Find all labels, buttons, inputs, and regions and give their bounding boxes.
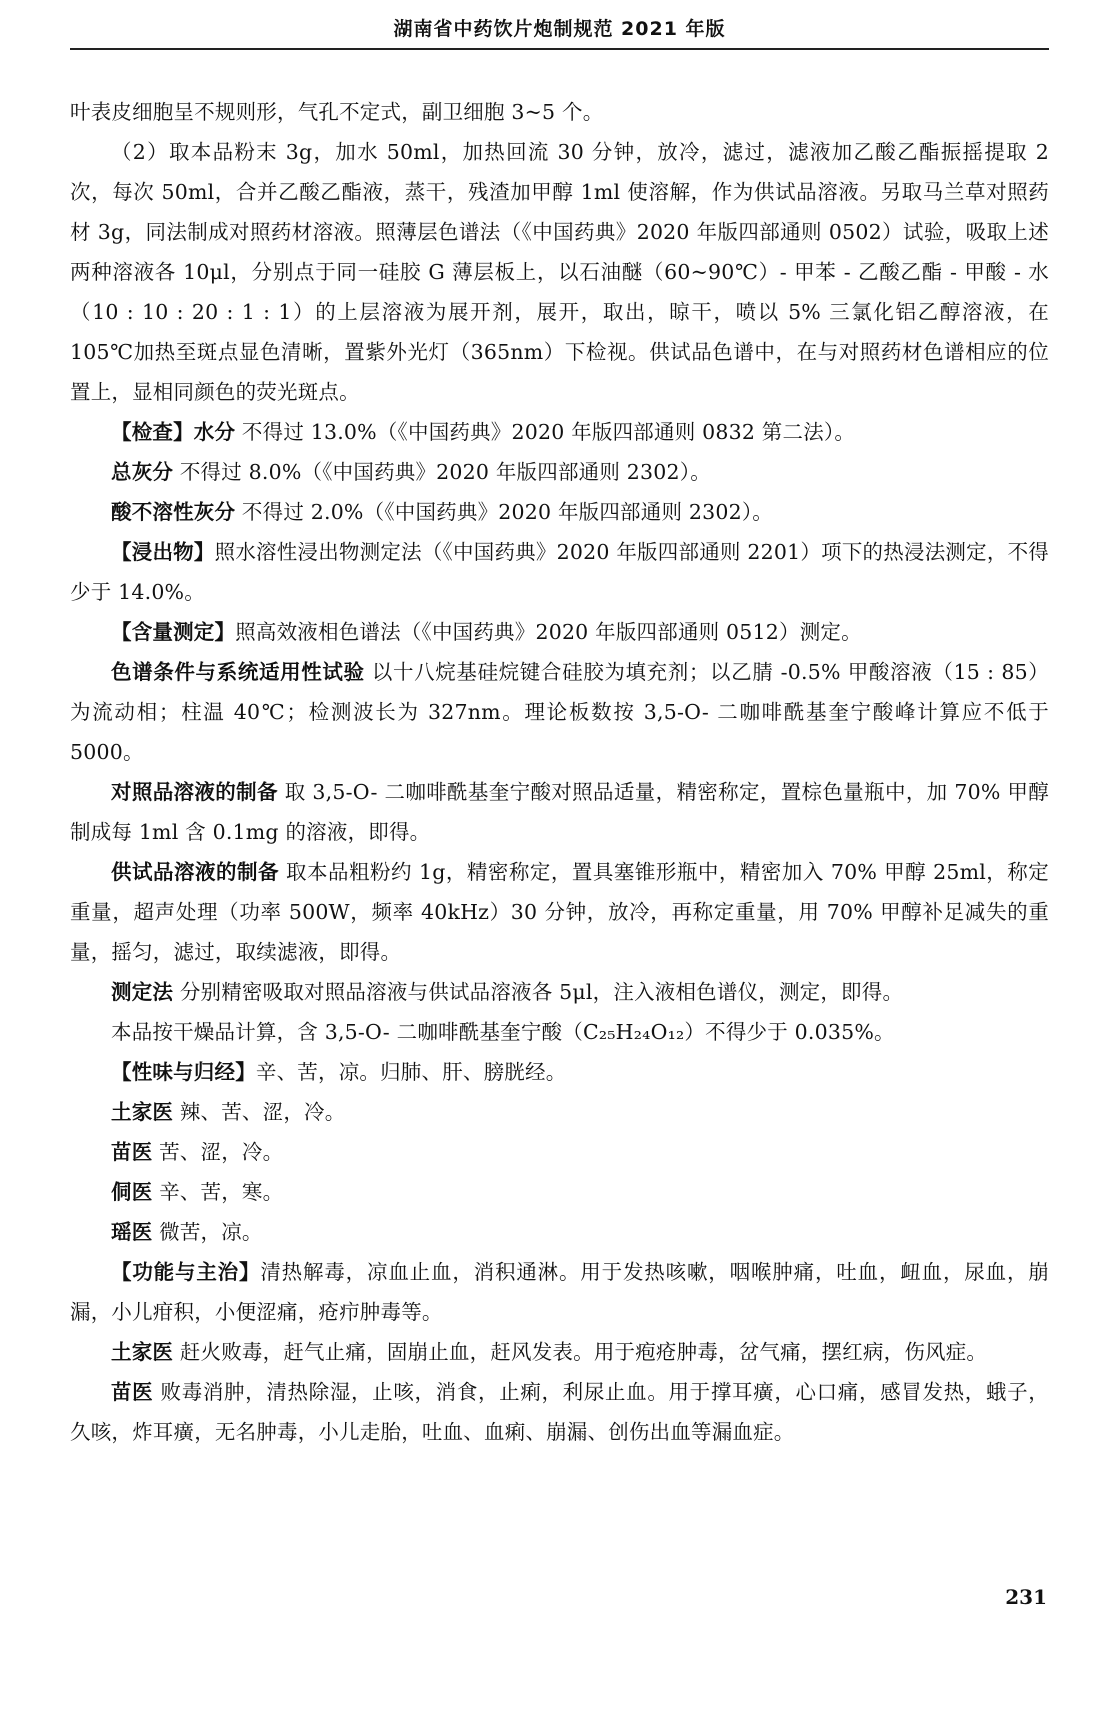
- section-label-extractives: 【浸出物】: [111, 540, 215, 564]
- paragraph-yao-property: 瑶医 微苦，凉。: [111, 1220, 263, 1244]
- section-label-chromatographic-conditions: 色谱条件与系统适用性试验: [111, 660, 365, 684]
- section-label-assay: 【含量测定】: [111, 620, 236, 644]
- running-header: [70, 12, 1049, 50]
- paragraph-procedure: 测定法 分别精密吸取对照品溶液与供试品溶液各 5μl，注入液相色谱仪，测定，即得。: [111, 980, 904, 1004]
- paragraph-functions-indications: 【功能与主治】清热解毒，凉血止血，消积通淋。用于发热咳嗽，咽喉肿痛，吐血，衄血，尿血，崩漏，小儿疳积，小便涩痛，疮疖肿毒等。: [70, 1260, 1049, 1324]
- page-number: 231: [1005, 1585, 1047, 1609]
- paragraph-dong-property: 侗医 辛、苦，寒。: [111, 1180, 284, 1204]
- section-label-miao-functions: 苗医: [111, 1380, 154, 1404]
- section-label-total-ash: 总灰分: [111, 460, 174, 484]
- paragraph-total-ash: 总灰分 不得过 8.0%（《中国药典》2020 年版四部通则 2302）。: [111, 460, 711, 484]
- section-label-acid-insoluble-ash: 酸不溶性灰分: [111, 500, 236, 524]
- paragraph-test-solution: 供试品溶液的制备 取本品粗粉约 1g，精密称定，置具塞锥形瓶中，精密加入 70% 甲醇 25ml，称定重量，超声处理（功率 500W，频率 40kHz）30 分钟，放冷，再称定重量，用 70% 甲醇补足减失的重量，摇匀，滤过，取续滤液，即得。: [70, 860, 1049, 964]
- paragraph-moisture: 【检查】水分 不得过 13.0%（《中国药典》2020 年版四部通则 0832 第二法）。: [111, 420, 856, 444]
- paragraph-tujia-functions: 土家医 赶火败毒，赶气止痛，固崩止血，赶风发表。用于疱疮肿毒，岔气痛，摆红病，伤风症。: [111, 1340, 988, 1364]
- paragraph-extractives: 【浸出物】照水溶性浸出物测定法（《中国药典》2020 年版四部通则 2201）项下的热浸法测定，不得少于 14.0%。: [70, 540, 1050, 604]
- section-label-dong: 侗医: [111, 1180, 153, 1204]
- section-label-test-solution: 供试品溶液的制备: [111, 860, 279, 884]
- page-body: [70, 92, 1049, 1452]
- paragraph-property-meridian: 【性味与归经】辛、苦，凉。归肺、肝、膀胱经。: [111, 1060, 567, 1084]
- section-label-procedure: 测定法: [111, 980, 174, 1004]
- section-label-inspection: 【检查】水分: [111, 420, 236, 444]
- paragraph-miao-property: 苗医 苦、涩，冷。: [111, 1140, 284, 1164]
- section-label-reference-solution: 对照品溶液的制备: [111, 780, 278, 804]
- paragraph-chromatographic-conditions: 色谱条件与系统适用性试验 以十八烷基硅烷键合硅胶为填充剂；以乙腈 -0.5% 甲酸溶液（15 : 85）为流动相；柱温 40℃；检测波长为 327nm。理论板数按 3,5-O- 二咖啡酰基奎宁酸峰计算应不低于 5000。: [70, 660, 1049, 764]
- section-label-yao: 瑶医: [111, 1220, 153, 1244]
- paragraph-tujia-property: 土家医 辣、苦、涩，冷。: [111, 1100, 346, 1124]
- header-title: 湖南省中药饮片炮制规范 2021 年版: [393, 18, 726, 40]
- paragraph-assay: 【含量测定】照高效液相色谱法（《中国药典》2020 年版四部通则 0512）测定。: [111, 620, 862, 644]
- section-label-tujia-functions: 土家医: [111, 1340, 174, 1364]
- paragraph-reference-solution: 对照品溶液的制备 取 3,5-O- 二咖啡酰基奎宁酸对照品适量，精密称定，置棕色量瓶中，加 70% 甲醇制成每 1ml 含 0.1mg 的溶液，即得。: [70, 780, 1049, 844]
- section-label-property-meridian: 【性味与归经】: [111, 1060, 256, 1084]
- section-label-functions-indications: 【功能与主治】: [111, 1260, 261, 1284]
- paragraph-acid-insoluble-ash: 酸不溶性灰分 不得过 2.0%（《中国药典》2020 年版四部通则 2302）。: [111, 500, 773, 524]
- paragraph-content-limit: 本品按干燥品计算，含 3,5-O- 二咖啡酰基奎宁酸（C₂₅H₂₄O₁₂）不得少于 0.035%。: [111, 1020, 895, 1044]
- paragraph-miao-functions: 苗医 败毒消肿，清热除湿，止咳，消食，止痢，利尿止血。用于撑耳癀，心口痛，感冒发热，蛾子，久咳，炸耳癀，无名肿毒，小儿走胎，吐血、血痢、崩漏、创伤出血等漏血症。: [70, 1380, 1049, 1444]
- paragraph-tlc-identification: （2）取本品粉末 3g，加水 50ml，加热回流 30 分钟，放冷，滤过，滤液加乙酸乙酯振摇提取 2 次，每次 50ml，合并乙酸乙酯液，蒸干，残渣加甲醇 1ml 使溶解，作为供试品溶液。另取马兰草对照药材 3g，同法制成对照药材溶液。照薄层色谱法（《中国药典》2020 年版四部通则 0502）试验，吸取上述两种溶液各 10μl，分别点于同一硅胶 G 薄层板上，以石油醚（60~90℃）- 甲苯 - 乙酸乙酯 - 甲酸 - 水（10 : 10 : 20 : 1 : 1）的上层溶液为展开剂，展开，取出，晾干，喷以 5% 三氯化铝乙醇溶液，在 105℃加热至斑点显色清晰，置紫外光灯（365nm）下检视。供试品色谱中，在与对照药材色谱相应的位置上，显相同颜色的荧光斑点。: [70, 140, 1049, 404]
- section-label-miao: 苗医: [111, 1140, 153, 1164]
- section-label-tujia: 土家医: [111, 1100, 174, 1124]
- paragraph-leaf-epidermis: 叶表皮细胞呈不规则形，气孔不定式，副卫细胞 3~5 个。: [70, 100, 604, 124]
